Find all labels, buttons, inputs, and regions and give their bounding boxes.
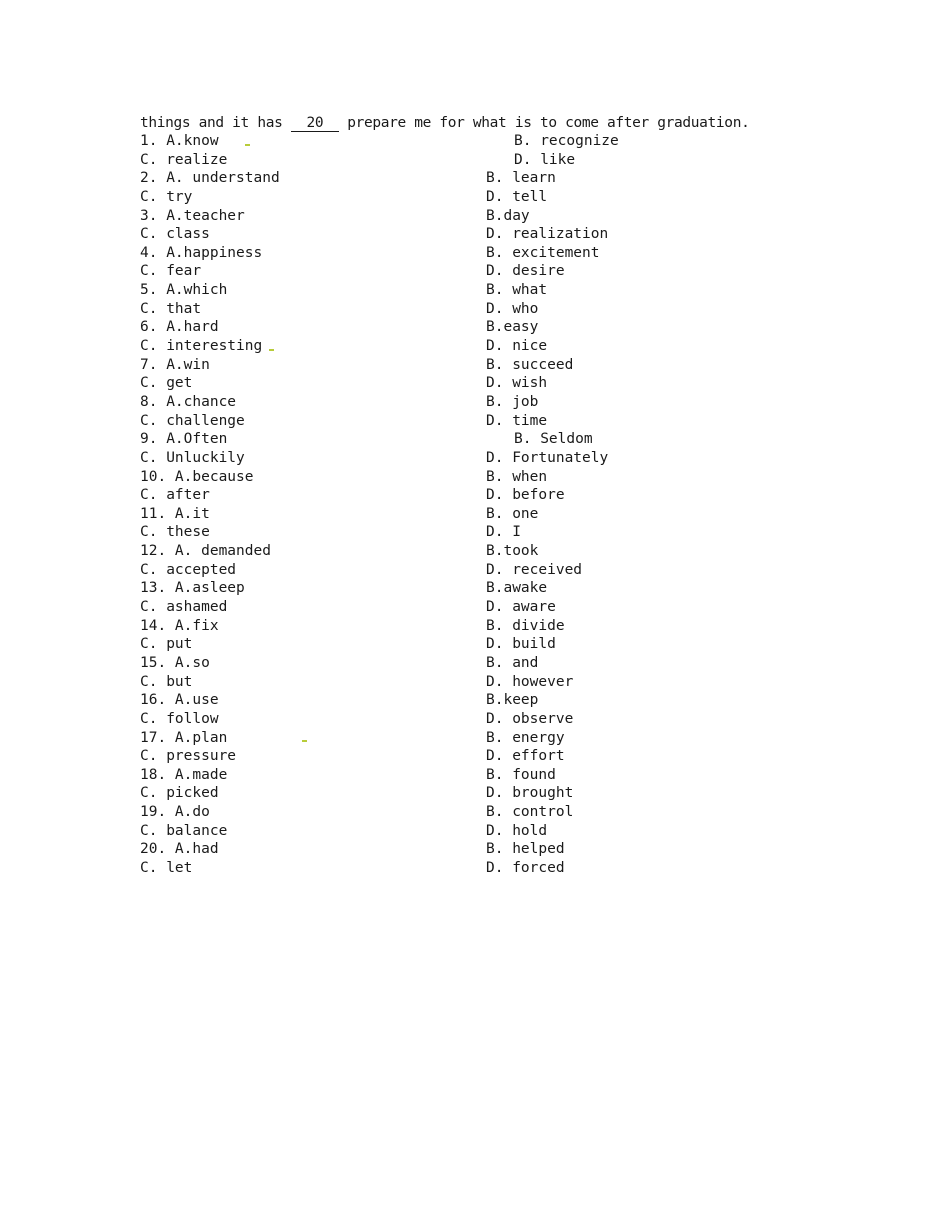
- option-c: C. that: [140, 300, 202, 317]
- option-d: D. however: [486, 673, 574, 690]
- option-row: [140, 691, 840, 710]
- option-d: D. like: [514, 151, 576, 168]
- option-row: [140, 132, 840, 151]
- highlight-mark: [302, 740, 307, 742]
- option-c: C. put: [140, 636, 193, 653]
- option-b: B. divide: [486, 617, 565, 634]
- option-c: C. but: [140, 673, 193, 690]
- option-b: B. control: [486, 804, 574, 821]
- option-a: 5. A.which: [140, 282, 228, 299]
- option-b: B. succeed: [486, 356, 574, 373]
- blank-20: 20: [291, 116, 339, 132]
- option-c: C. challenge: [140, 412, 245, 429]
- option-row: [140, 598, 840, 617]
- option-a: 3. A.teacher: [140, 207, 245, 224]
- option-row: [140, 822, 840, 841]
- option-row: [140, 617, 840, 636]
- option-row: [140, 430, 840, 449]
- option-c: C. Unluckily: [140, 449, 245, 466]
- option-a: 18. A.made: [140, 766, 228, 783]
- option-a: 9. A.Often: [140, 431, 228, 448]
- option-d: D. nice: [486, 338, 548, 355]
- option-row: [140, 710, 840, 729]
- option-row: [140, 356, 840, 375]
- option-row: [140, 412, 840, 431]
- option-row: [140, 169, 840, 188]
- option-a: 15. A.so: [140, 654, 210, 671]
- option-a: 12. A. demanded: [140, 543, 271, 560]
- option-c: C. fear: [140, 263, 202, 280]
- option-c: C. get: [140, 375, 193, 392]
- option-a: 2. A. understand: [140, 170, 280, 187]
- option-a: 17. A.plan: [140, 729, 228, 746]
- option-b: B. excitement: [486, 244, 600, 261]
- option-row: [140, 300, 840, 319]
- option-a: 13. A.asleep: [140, 580, 245, 597]
- option-row: [140, 393, 840, 412]
- option-b: B.keep: [486, 692, 539, 709]
- option-row: [140, 374, 840, 393]
- option-row: [140, 635, 840, 654]
- option-a: 7. A.win: [140, 356, 210, 373]
- option-row: [140, 859, 840, 878]
- option-row: [140, 225, 840, 244]
- option-d: D. who: [486, 300, 539, 317]
- passage-text-before: things and it has: [140, 115, 291, 131]
- option-b: B.day: [486, 207, 530, 224]
- option-b: B. found: [486, 766, 556, 783]
- option-row: [140, 281, 840, 300]
- highlight-mark: [269, 349, 274, 351]
- option-d: D. tell: [486, 188, 548, 205]
- option-c: C. realize: [140, 151, 228, 168]
- option-d: D. time: [486, 412, 548, 429]
- option-b: B. one: [486, 505, 539, 522]
- option-a: 19. A.do: [140, 804, 210, 821]
- passage-text-after: prepare me for what is to come after graduation.: [338, 115, 750, 131]
- option-d: D. brought: [486, 785, 574, 802]
- option-row: [140, 729, 840, 748]
- option-row: [140, 561, 840, 580]
- option-a: 14. A.fix: [140, 617, 219, 634]
- option-row: [140, 542, 840, 561]
- option-row: [140, 803, 840, 822]
- option-d: D. received: [486, 561, 583, 578]
- option-row: [140, 151, 840, 170]
- option-b: B.easy: [486, 319, 539, 336]
- option-row: [140, 747, 840, 766]
- option-row: [140, 188, 840, 207]
- option-row: [140, 579, 840, 598]
- option-c: C. let: [140, 859, 193, 876]
- option-c: C. class: [140, 226, 210, 243]
- option-b: B. learn: [486, 170, 556, 187]
- option-b: B. helped: [486, 841, 565, 858]
- option-row: [140, 449, 840, 468]
- option-d: D. realization: [486, 226, 609, 243]
- option-d: D. aware: [486, 599, 556, 616]
- option-row: [140, 505, 840, 524]
- options-list: [140, 132, 840, 878]
- option-row: [140, 318, 840, 337]
- option-d: D. hold: [486, 822, 548, 839]
- option-d: D. Fortunately: [486, 449, 609, 466]
- option-row: [140, 523, 840, 542]
- option-d: D. desire: [486, 263, 565, 280]
- option-a: 10. A.because: [140, 468, 254, 485]
- option-d: D. before: [486, 487, 565, 504]
- option-c: C. accepted: [140, 561, 237, 578]
- option-c: C. pressure: [140, 748, 237, 765]
- option-b: B. recognize: [514, 133, 619, 149]
- option-a: 6. A.hard: [140, 319, 219, 336]
- option-c: C. interesting: [140, 338, 263, 355]
- option-a: 11. A.it: [140, 505, 210, 522]
- option-c: C. balance: [140, 822, 228, 839]
- option-a: 16. A.use: [140, 692, 219, 709]
- option-b: B. energy: [486, 729, 565, 746]
- option-a: 1. A.know: [140, 133, 219, 149]
- option-row: [140, 468, 840, 487]
- option-c: C. try: [140, 188, 193, 205]
- option-row: [140, 840, 840, 859]
- option-row: [140, 784, 840, 803]
- option-row: [140, 244, 840, 263]
- option-row: [140, 337, 840, 356]
- option-d: D. I: [486, 524, 521, 541]
- option-b: B. when: [486, 468, 548, 485]
- highlight-mark: [245, 144, 250, 146]
- option-b: B. job: [486, 393, 539, 410]
- passage-last-line: [140, 114, 749, 132]
- option-b: B. Seldom: [514, 431, 593, 448]
- option-a: 8. A.chance: [140, 393, 237, 410]
- option-c: C. after: [140, 487, 210, 504]
- option-c: C. ashamed: [140, 599, 228, 616]
- option-c: C. follow: [140, 710, 219, 727]
- option-b: B.took: [486, 543, 539, 560]
- option-d: D. wish: [486, 375, 548, 392]
- option-a: 4. A.happiness: [140, 244, 263, 261]
- option-row: [140, 207, 840, 226]
- option-row: [140, 262, 840, 281]
- option-d: D. effort: [486, 748, 565, 765]
- option-b: B. and: [486, 654, 539, 671]
- option-d: D. forced: [486, 859, 565, 876]
- option-a: 20. A.had: [140, 841, 219, 858]
- option-c: C. picked: [140, 785, 219, 802]
- option-b: B.awake: [486, 580, 548, 597]
- option-row: [140, 654, 840, 673]
- option-row: [140, 486, 840, 505]
- option-b: B. what: [486, 282, 548, 299]
- option-d: D. observe: [486, 710, 574, 727]
- option-d: D. build: [486, 636, 556, 653]
- option-row: [140, 766, 840, 785]
- option-row: [140, 673, 840, 692]
- option-c: C. these: [140, 524, 210, 541]
